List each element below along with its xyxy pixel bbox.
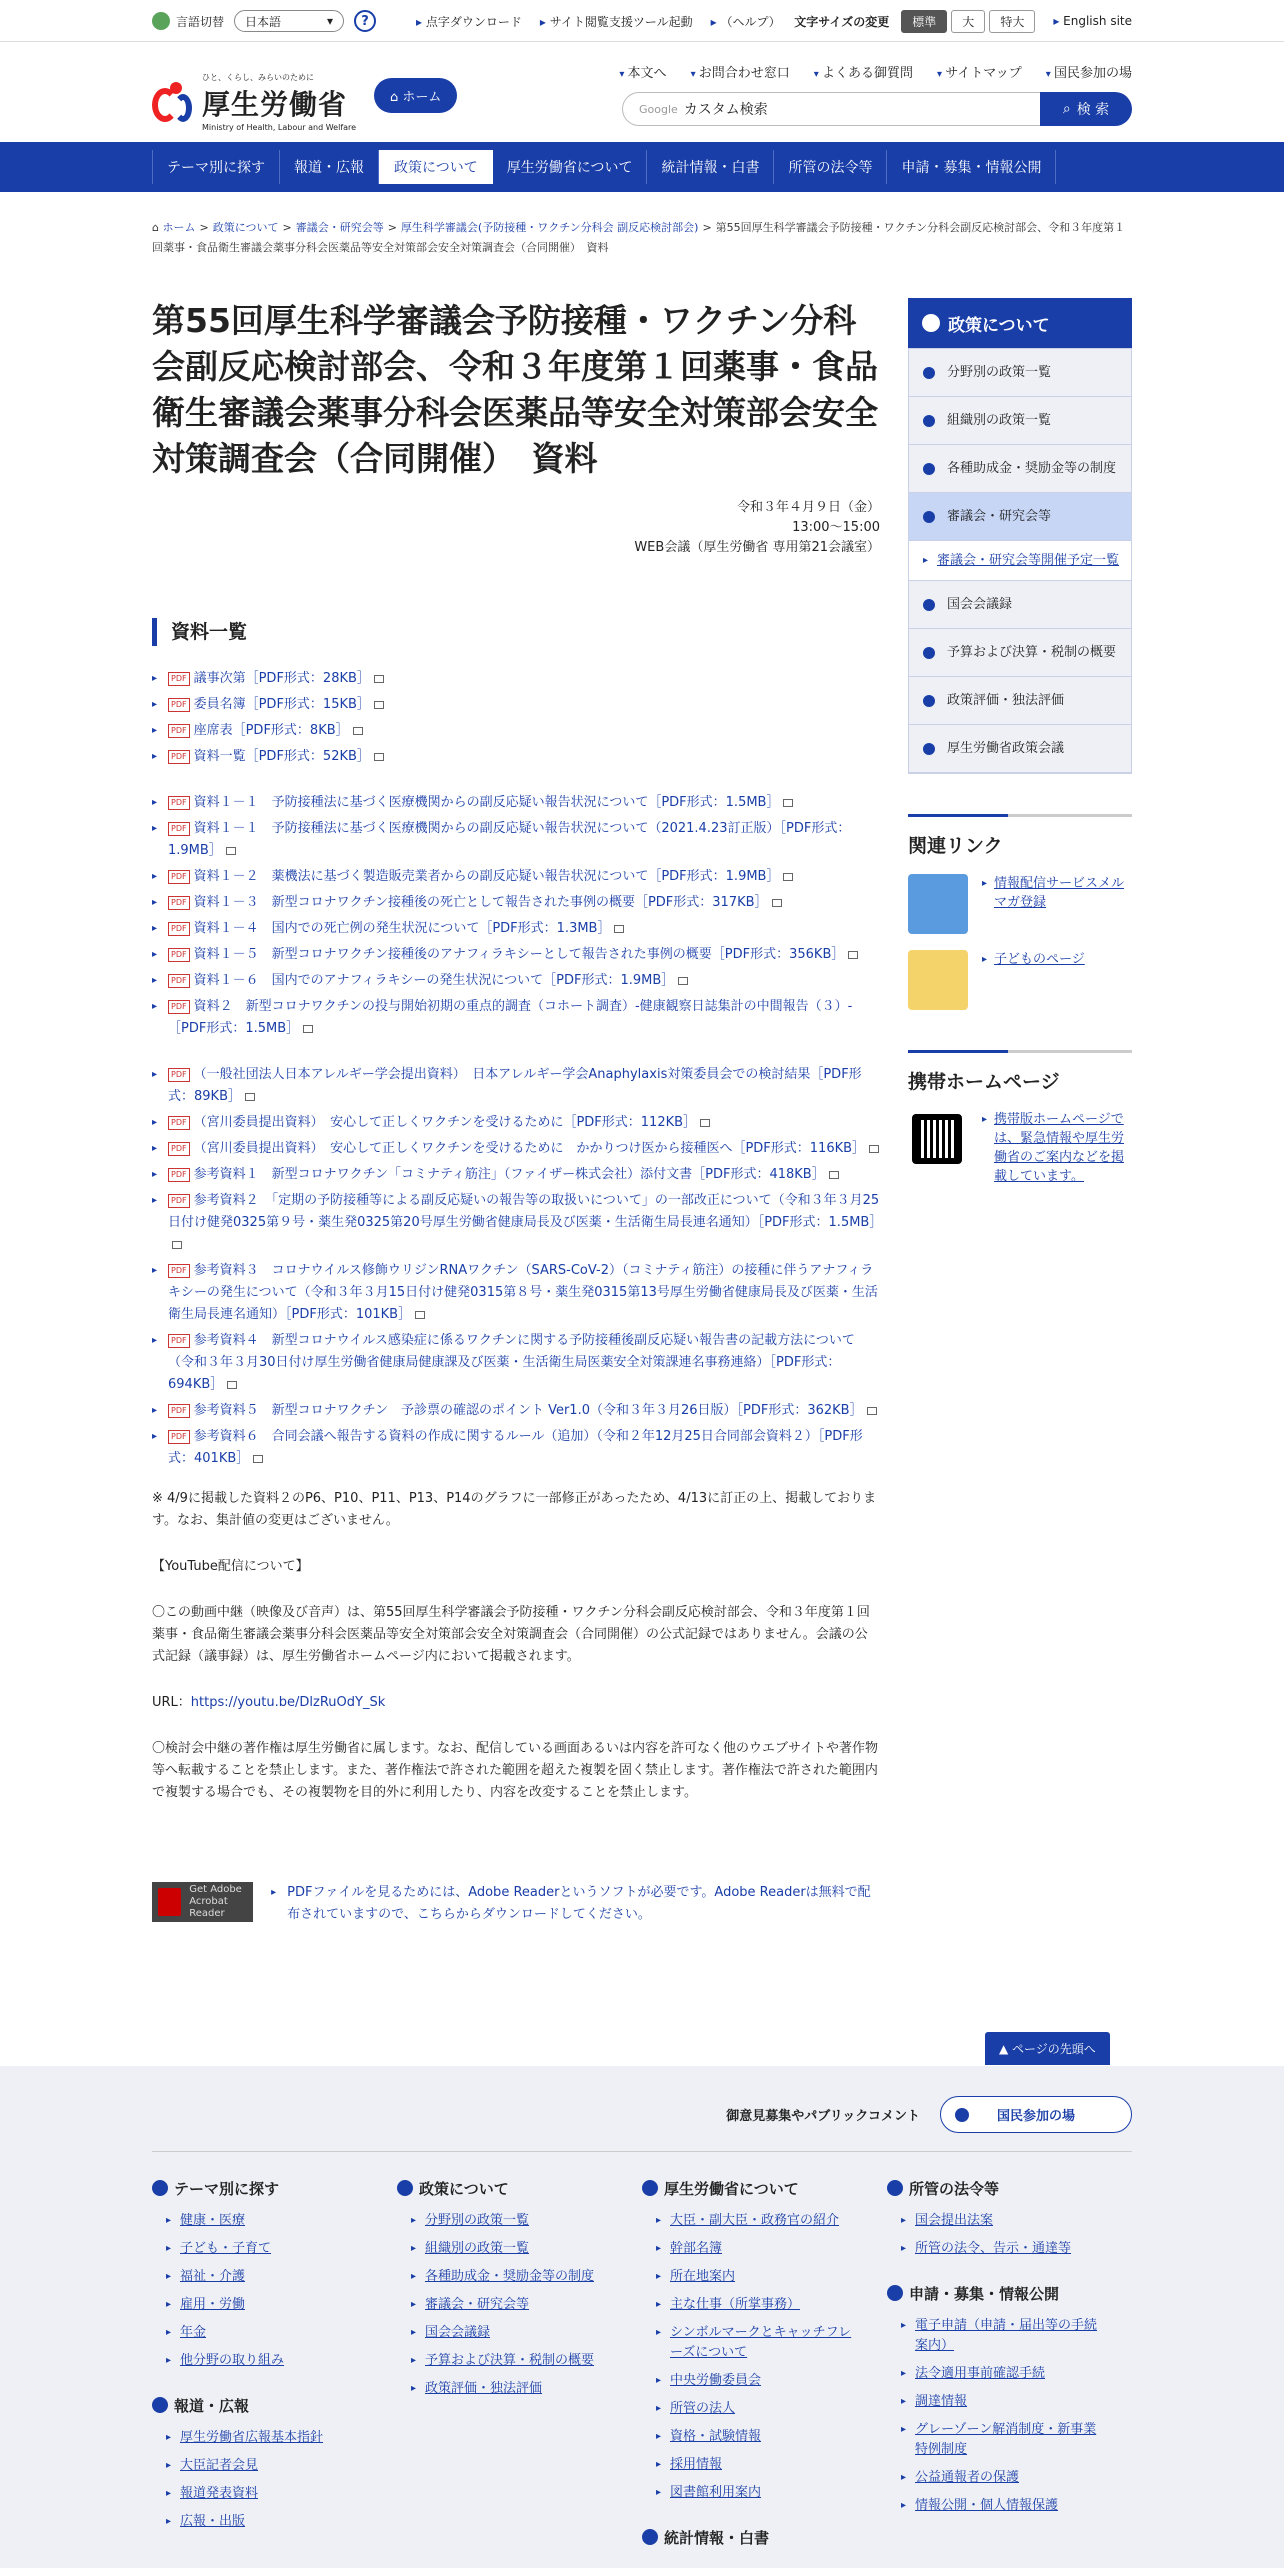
kids-icon: [908, 950, 968, 1010]
list-item: [152, 918, 880, 940]
search-placeholder: カスタム検索: [683, 102, 768, 118]
footer-group-title[interactable]: 所管の法令等: [887, 2178, 1132, 2199]
new-window-icon: [829, 1171, 839, 1179]
sidebar-item[interactable]: [909, 445, 1131, 493]
document-link[interactable]: （宮川委員提出資料） 安心して正しくワクチンを受けるために［PDF形式：112KB］: [193, 1115, 697, 1130]
document-link[interactable]: 参考資料６ 合同会議へ報告する資料の作成に関するルール（追加）（令和２年12月25日合同部会資料２）［PDF形式：401KB］: [168, 1429, 863, 1466]
mobile-homepage: [908, 1050, 1132, 1186]
document-link[interactable]: 資料１－１ 予防接種法に基づく医療機関からの副反応疑い報告状況について（2021.4.23訂正版）［PDF形式：1.9MB］: [168, 821, 851, 858]
footer-group-title[interactable]: 厚生労働省について: [642, 2178, 887, 2199]
home-icon: ⌂: [390, 90, 403, 105]
language-label: 言語切替: [176, 14, 225, 29]
document-link[interactable]: 参考資料５ 新型コロナワクチン 予診票の確認のポイント Ver1.0（令和３年３月26日版）［PDF形式：362KB］: [193, 1403, 863, 1418]
sidebar-item[interactable]: [909, 581, 1131, 629]
new-window-icon: [353, 727, 363, 735]
document-link[interactable]: 座席表［PDF形式：8KB］: [193, 723, 349, 738]
pdf-icon: PDF: [168, 1142, 190, 1156]
youtube-url-row: [152, 1692, 880, 1714]
list-item: [152, 1400, 880, 1422]
main-content: [152, 298, 883, 1926]
circle-arrow-icon: [922, 314, 940, 332]
adobe-reader-block: [152, 1882, 880, 1926]
pdf-icon: PDF: [168, 672, 190, 686]
sidebar-menu: [908, 348, 1132, 774]
list-item: [152, 694, 880, 716]
correction-note: ※ 4/9に掲載した資料２のP6、P10、P11、P13、P14のグラフに一部修正があったため、4/13に訂正の上、掲載しております。なお、集計値の変更はございません。: [152, 1491, 877, 1528]
footer-link[interactable]: ▸ 広報・出版: [152, 2512, 372, 2532]
footer-link[interactable]: ▸ グレーゾーン解消制度・新事業特例制度: [887, 2420, 1107, 2460]
new-window-icon: [374, 701, 384, 709]
gnav-press[interactable]: 報道・広報: [280, 150, 379, 184]
footer-column: [642, 2178, 887, 2568]
footer-link[interactable]: ▸ 所管の法令、告示・通達等: [887, 2239, 1107, 2259]
sidebar-header[interactable]: [908, 298, 1132, 348]
footer-column: [397, 2178, 642, 2568]
page-top-button[interactable]: ▲ ページの先頭へ: [985, 2032, 1110, 2065]
youtube-body: 〇この動画中継（映像及び音声）は、第55回厚生科学審議会予防接種・ワクチン分科会副反応検討部会、令和３年度第１回薬事・食品衛生審議会薬事分科会医薬品等安全対策部会安全対策調査会（合同開催）の公式記録ではありません。会議の公式記録（議事録）は、厚生労働省ホームページ内において掲載されます。: [152, 1605, 870, 1664]
footer-link[interactable]: ▸ 福祉・介護: [152, 2267, 372, 2287]
list-item: [152, 818, 880, 862]
footer-link[interactable]: ▸ 政策評価・独法評価: [397, 2379, 617, 2399]
sidebar-item-label: 厚生労働省政策会議: [947, 741, 1065, 756]
footer-columns: [152, 2178, 1132, 2568]
pdf-icon: PDF: [168, 1168, 190, 1182]
list-item: [152, 1260, 880, 1326]
new-window-icon: [374, 675, 384, 683]
list-item: [152, 668, 880, 690]
footer-link[interactable]: ▸ 電子申請（申請・届出等の手続案内）: [887, 2316, 1107, 2356]
page-title: 第55回厚生科学審議会予防接種・ワクチン分科会副反応検討部会、令和３年度第１回薬事・食品衛生審議会薬事分科会医薬品等安全対策部会安全対策調査会（合同開催） 資料: [152, 301, 878, 478]
related-link-label: 情報配信サービスメルマガ登録: [994, 876, 1125, 910]
new-window-icon: [772, 899, 782, 907]
footer-link[interactable]: ▸ 予算および決算・税制の概要: [397, 2351, 617, 2371]
adobe-badge-line1: Get Adobe: [189, 1884, 242, 1895]
new-window-icon: [848, 951, 858, 959]
document-link[interactable]: 参考資料４ 新型コロナウイルス感染症に係るワクチンに関する予防接種後副反応疑い報告書の記載方法について（令和３年３月30日付け厚生労働省健康局健康課及び医薬・生活衛生局医薬安全対策課連名事務連絡）［PDF形式：694KB］: [168, 1333, 855, 1392]
document-link[interactable]: 資料１－５ 新型コロナワクチン接種後のアナフィラキシーとして報告された事例の概要［PDF形式：356KB］: [193, 947, 845, 962]
sidebar: [908, 298, 1132, 1186]
document-link[interactable]: 資料一覧［PDF形式：52KB］: [193, 749, 370, 764]
search-brand: Google: [639, 102, 678, 116]
url-label: URL：: [152, 1695, 191, 1710]
search-input[interactable]: [622, 92, 1040, 126]
footer-group-title[interactable]: 統計情報・白書: [642, 2527, 887, 2548]
document-link[interactable]: 議事次第［PDF形式：28KB］: [193, 671, 370, 686]
breadcrumb-councils[interactable]: 審議会・研究会等: [295, 221, 384, 234]
sidebar-header-label: 政策について: [948, 315, 1050, 336]
chevron-down-icon: ▾: [326, 14, 334, 28]
sidebar-item-label: 政策評価・独法評価: [947, 693, 1065, 708]
home-button[interactable]: [374, 78, 457, 113]
list-item: [152, 792, 880, 814]
sidebar-item[interactable]: [909, 541, 1131, 581]
list-item: [152, 970, 880, 992]
sitemap-link[interactable]: ▾ サイトマップ: [937, 62, 1022, 81]
footer-link[interactable]: ▸ 所管の法人: [642, 2399, 862, 2419]
sidebar-item-label: 国会会議録: [947, 597, 1013, 612]
new-window-icon: [172, 1241, 182, 1249]
footer-column: [152, 2178, 397, 2568]
adobe-reader-link-item: [271, 1882, 880, 1926]
footer-group-title[interactable]: 報道・広報: [152, 2395, 397, 2416]
new-window-icon: [374, 753, 384, 761]
document-link[interactable]: 参考資料２ 「定期の予防接種等による副反応疑いの報告等の取扱いについて」の一部改正について（令和３年３月25日付け健発0325第９号・薬生発0325第20号厚生労働省健康局長及び医薬・生活衛生局長連名通知）［PDF形式：1.5MB］: [168, 1193, 883, 1230]
footer-group-title[interactable]: テーマ別に探す: [152, 2178, 397, 2199]
document-link[interactable]: （一般社団法人日本アレルギー学会提出資料） 日本アレルギー学会Anaphylaxis対策委員会での検討結果［PDF形式：89KB］: [168, 1067, 862, 1104]
english-site-link[interactable]: ▸ English site: [1053, 14, 1132, 28]
youtube-url-link[interactable]: https://youtu.be/DlzRuOdY_Sk: [190, 1695, 386, 1710]
font-size-switcher: [794, 10, 1035, 33]
meeting-place: WEB会議（厚生労働省 専用第21会議室）: [634, 540, 880, 555]
mobile-homepage-text: 携帯版ホームページでは、緊急情報や厚生労働省のご案内などを掲載しています。: [994, 1112, 1125, 1184]
adobe-icon: [158, 1888, 181, 1916]
footer-link-list: [152, 2211, 397, 2371]
sidebar-item[interactable]: [909, 349, 1131, 397]
list-item: [152, 1190, 883, 1256]
pdf-icon: PDF: [168, 948, 190, 962]
breadcrumb-home[interactable]: ホーム: [162, 221, 196, 234]
gnav-statistics[interactable]: 統計情報・白書: [647, 150, 774, 184]
skip-to-content-link[interactable]: ▾ 本文へ: [619, 62, 666, 81]
list-item: [152, 1138, 880, 1160]
sidebar-item-label: 予算および決算・税制の概要: [947, 645, 1117, 660]
pdf-icon: PDF: [168, 1430, 190, 1444]
footer-link[interactable]: ▸ 他分野の取り組み: [152, 2351, 372, 2371]
document-link[interactable]: 参考資料１ 新型コロナワクチン「コミナティ筋注」（ファイザー株式会社）添付文書［PDF形式：418KB］: [193, 1167, 825, 1182]
list-item: [152, 996, 880, 1040]
meeting-meta: [152, 498, 880, 558]
list-item: [152, 1426, 880, 1470]
footer-link-list: [887, 2316, 1132, 2516]
footer-link[interactable]: ▸ 国会提出法案: [887, 2211, 1107, 2231]
footer-link[interactable]: ▸ 健康・医療: [152, 2211, 372, 2231]
globe-icon: [152, 12, 170, 30]
pdf-icon: PDF: [168, 796, 190, 810]
list-item: [152, 746, 880, 768]
font-size-large-button[interactable]: 大: [951, 10, 985, 33]
public-participation-button[interactable]: 国民参加の場: [940, 2096, 1132, 2133]
pdf-icon: PDF: [168, 870, 190, 884]
document-list: [152, 668, 883, 1470]
site-footer: [0, 2066, 1284, 2568]
global-nav: [0, 142, 1284, 192]
sidebar-item-label: 分野別の政策一覧: [947, 365, 1052, 380]
footer-link[interactable]: ▸ 公益通報者の保護: [887, 2468, 1107, 2488]
utility-bar: [0, 0, 1284, 42]
new-window-icon: [227, 1381, 237, 1389]
gnav-applications[interactable]: 申請・募集・情報公開: [887, 150, 1056, 184]
footer-link[interactable]: ▸ 図書館利用案内: [642, 2483, 862, 2503]
document-link[interactable]: 資料１－６ 国内でのアナフィラキシーの発生状況について［PDF形式：1.9MB］: [193, 973, 675, 988]
search-box: [622, 92, 1132, 126]
footer-link[interactable]: ▸ 各種助成金・奨励金等の制度: [397, 2267, 617, 2287]
footer-link[interactable]: ▸ 年金: [152, 2323, 372, 2343]
footer-link[interactable]: ▸ 中央労働委員会: [642, 2371, 862, 2391]
pdf-icon: PDF: [168, 922, 190, 936]
document-link[interactable]: 参考資料３ コロナウイルス修飾ウリジンRNAワクチン（SARS-CoV-2）（コミナティ筋注）の接種に伴うアナフィラキシーの発生について（令和３年３月15日付け健発0315第８号・薬生発0315第13号厚生労働省健康局長及び医薬・生活衛生局長連名通知）［PDF形式：101KB］: [168, 1263, 878, 1322]
adobe-badge-line2: Acrobat Reader: [189, 1896, 228, 1919]
document-link[interactable]: （宮川委員提出資料） 安心して正しくワクチンを受けるために かかりつけ医から接種医へ［PDF形式：116KB］: [193, 1141, 866, 1156]
mobile-homepage-link[interactable]: [908, 1110, 1132, 1186]
footer-link[interactable]: ▸ 資格・試験情報: [642, 2427, 862, 2447]
browsing-support-link[interactable]: ▸ サイト閲覧支援ツール起動: [540, 13, 693, 30]
document-link[interactable]: 資料１－２ 薬機法に基づく製造販売業者からの副反応疑い報告状況について［PDF形式：1.9MB］: [193, 869, 780, 884]
sidebar-item-label: 審議会・研究会等開催予定一覧: [937, 553, 1120, 568]
search-button[interactable]: [1040, 92, 1132, 126]
sidebar-item[interactable]: [909, 493, 1131, 541]
pdf-icon: PDF: [168, 974, 190, 988]
font-size-label: 文字サイズの変更: [794, 14, 890, 29]
logo-mark-icon: [152, 80, 196, 124]
footer-link-list: [642, 2211, 887, 2503]
footer-link[interactable]: ▸ 厚生労働省広報基本指針: [152, 2428, 372, 2448]
footer-group-title[interactable]: 申請・募集・情報公開: [887, 2283, 1132, 2304]
breadcrumb: ⌂ ホーム > 政策について > 審議会・研究会等 > 厚生科学審議会(予防接種・ワクチン分科会 副反応検討部会) > 第55回厚生科学審議会予防接種・ワクチン分科会副反応検討部会、令和３年度第１回薬事・食品衛生審議会薬事分科会医薬品等安全対策部会安全対策調査会（合同開催） 資料: [152, 221, 1126, 254]
related-link-mailmag[interactable]: [908, 874, 1132, 934]
footer-link[interactable]: ▸ 幹部名簿: [642, 2239, 862, 2259]
home-button-label: ホーム: [402, 90, 442, 105]
pdf-icon: PDF: [168, 1404, 190, 1418]
sidebar-item[interactable]: [909, 397, 1131, 445]
footer-link[interactable]: ▸ 所在地案内: [642, 2267, 862, 2287]
footer-link[interactable]: ▸ シンボルマークとキャッチフレーズについて: [642, 2323, 862, 2363]
pdf-icon: PDF: [168, 724, 190, 738]
new-window-icon: [303, 1025, 313, 1033]
feedback-row: [152, 2096, 1132, 2152]
logo-english: Ministry of Health, Labour and Welfare: [202, 123, 357, 132]
footer-link[interactable]: ▸ 分野別の政策一覧: [397, 2211, 617, 2231]
breadcrumb-subcommittee[interactable]: 厚生科学審議会(予防接種・ワクチン分科会 副反応検討部会): [400, 221, 699, 234]
document-link[interactable]: 資料２ 新型コロナワクチンの投与開始初期の重点的調査（コホート調査）-健康観察日誌集計の中間報告（３）-［PDF形式：1.5MB］: [168, 999, 853, 1036]
sidebar-item-label: 各種助成金・奨励金等の制度: [947, 461, 1117, 476]
adobe-reader-link[interactable]: PDFファイルを見るためには、Adobe Readerというソフトが必要です。Adobe Readerは無料で配布されていますので、こちらからダウンロードしてください。: [287, 1885, 871, 1922]
section-title: 資料一覧: [152, 618, 880, 646]
site-header: [0, 42, 1284, 142]
footer-link[interactable]: ▸ 国会会議録: [397, 2323, 617, 2343]
document-link[interactable]: 委員名簿［PDF形式：15KB］: [193, 697, 370, 712]
search-button-label: 検 索: [1076, 102, 1110, 118]
pdf-icon: PDF: [168, 1068, 190, 1082]
pdf-icon: PDF: [168, 698, 190, 712]
footer-link[interactable]: ▸ 審議会・研究会等: [397, 2295, 617, 2315]
list-item: [152, 892, 880, 914]
list-item: [152, 1112, 880, 1134]
related-links: [908, 814, 1132, 1010]
list-item: [152, 1164, 880, 1186]
pdf-icon: PDF: [168, 1194, 190, 1208]
footer-group-title[interactable]: 政策について: [397, 2178, 642, 2199]
pdf-icon: PDF: [168, 822, 190, 836]
footer-link[interactable]: ▸ 法令適用事前確認手続: [887, 2364, 1107, 2384]
new-window-icon: [226, 847, 236, 855]
document-link[interactable]: 資料１－１ 予防接種法に基づく医療機関からの副反応疑い報告状況について［PDF形式：1.5MB］: [193, 795, 780, 810]
list-item: [152, 944, 880, 966]
footer-link[interactable]: ▸ 採用情報: [642, 2455, 862, 2475]
gnav-policy[interactable]: 政策について: [379, 150, 493, 184]
document-link[interactable]: 資料１－４ 国内での死亡例の発生状況について［PDF形式：1.3MB］: [193, 921, 611, 936]
footer-link[interactable]: ▸ 子ども・子育て: [152, 2239, 372, 2259]
list-item: [152, 720, 880, 742]
language-select[interactable]: [234, 10, 344, 32]
footer-link-list: [887, 2211, 1132, 2259]
new-window-icon: [700, 1119, 710, 1127]
new-window-icon: [415, 1311, 425, 1319]
youtube-heading: 【YouTube配信について】: [152, 1559, 309, 1574]
help-link[interactable]: ▸ （ヘルプ）: [711, 13, 781, 30]
language-select-value: 日本語: [245, 14, 282, 29]
utility-links: [416, 13, 781, 30]
list-item: [152, 1330, 880, 1396]
braille-download-link[interactable]: ▸ 点字ダウンロード: [416, 13, 522, 30]
search-icon: ⌕: [1062, 101, 1071, 117]
logo-text: [202, 72, 356, 132]
gnav-theme[interactable]: テーマ別に探す: [152, 150, 280, 184]
footer-link[interactable]: ▸ 調達情報: [887, 2392, 1107, 2412]
gnav-laws[interactable]: 所管の法令等: [774, 150, 887, 184]
footer-link-list: [152, 2428, 397, 2532]
copyright-note: 〇検討会中継の著作権は厚生労働省に属します。なお、配信している画面あるいは内容を許可なく他のウエブサイトや著作物等へ転載することを禁止します。また、著作権法で許された範囲を超えた複製を固く禁止します。著作権法で許された範囲内で複製する場合でも、その複製物を目的外に利用したり、内容を改変することを禁止します。: [152, 1741, 879, 1800]
footer-column: [887, 2178, 1132, 2568]
pdf-icon: PDF: [168, 1264, 190, 1278]
pdf-icon: PDF: [168, 1116, 190, 1130]
pdf-icon: PDF: [168, 896, 190, 910]
sidebar-item-label: 組織別の政策一覧: [947, 413, 1052, 428]
logo-name: 厚生労働省: [202, 88, 348, 121]
new-window-icon: [783, 799, 793, 807]
footer-link[interactable]: ▸ 大臣・副大臣・政務官の紹介: [642, 2211, 862, 2231]
sidebar-item[interactable]: [909, 725, 1131, 773]
sidebar-item-label: 審議会・研究会等: [947, 509, 1052, 524]
logo-tagline: ひと、くらし、みらいのために: [202, 73, 314, 82]
footer-link[interactable]: ▸ 主な仕事（所掌事務）: [642, 2295, 862, 2315]
pdf-icon: PDF: [168, 1334, 190, 1348]
footer-link[interactable]: ▸ 報道発表資料: [152, 2484, 372, 2504]
document-link[interactable]: 資料１－３ 新型コロナワクチン接種後の死亡として報告された事例の概要［PDF形式：317KB］: [193, 895, 768, 910]
new-window-icon: [867, 1407, 877, 1415]
new-window-icon: [614, 925, 624, 933]
public-participation-link[interactable]: ▾ 国民参加の場: [1046, 62, 1132, 81]
contact-link[interactable]: ▾ お問合わせ窓口: [691, 62, 790, 81]
new-window-icon: [245, 1093, 255, 1101]
home-icon: ⌂: [152, 221, 159, 234]
sidebar-item[interactable]: [909, 677, 1131, 725]
meeting-date: 令和３年４月９日（金）: [736, 500, 880, 515]
footer-link[interactable]: ▸ 情報公開・個人情報保護: [887, 2496, 1107, 2516]
pdf-icon: PDF: [168, 1000, 190, 1014]
breadcrumb-current: 第55回厚生科学審議会予防接種・ワクチン分科会副反応検討部会、令和３年度第１回薬事・食品衛生審議会薬事分科会医薬品等安全対策部会安全対策調査会（合同開催） 資料: [152, 221, 1126, 254]
feedback-label: 御意見募集やパブリックコメント: [726, 2109, 920, 2124]
new-window-icon: [253, 1455, 263, 1463]
new-window-icon: [678, 977, 688, 985]
related-link-label: 子どものページ: [994, 952, 1085, 967]
font-size-standard-button[interactable]: 標準: [901, 10, 947, 33]
related-link-kids[interactable]: [908, 950, 1132, 1010]
qr-code-icon: [912, 1114, 962, 1164]
footer-link[interactable]: ▸ 雇用・労働: [152, 2295, 372, 2315]
footer-link-list: [397, 2211, 642, 2399]
site-logo[interactable]: [152, 72, 356, 132]
list-item: [152, 866, 880, 888]
mobile-homepage-title: 携帯ホームページ: [908, 1071, 1060, 1093]
gnav-about[interactable]: 厚生労働省について: [493, 150, 648, 184]
mail-icon: [908, 874, 968, 934]
sidebar-item[interactable]: [909, 629, 1131, 677]
footer-link[interactable]: ▸ 組織別の政策一覧: [397, 2239, 617, 2259]
related-links-title: 関連リンク: [908, 835, 1003, 857]
faq-link[interactable]: ▾ よくある御質問: [814, 62, 913, 81]
list-item: [152, 1064, 880, 1108]
footer-link[interactable]: ▸ 大臣記者会見: [152, 2456, 372, 2476]
meeting-time: 13:00～15:00: [792, 520, 880, 535]
breadcrumb-policy[interactable]: 政策について: [212, 221, 279, 234]
adobe-reader-badge[interactable]: [152, 1882, 253, 1922]
help-icon[interactable]: ?: [354, 10, 376, 32]
new-window-icon: [869, 1145, 879, 1153]
font-size-xlarge-button[interactable]: 特大: [989, 10, 1035, 33]
pdf-icon: PDF: [168, 750, 190, 764]
header-links: [619, 62, 1132, 81]
new-window-icon: [783, 873, 793, 881]
